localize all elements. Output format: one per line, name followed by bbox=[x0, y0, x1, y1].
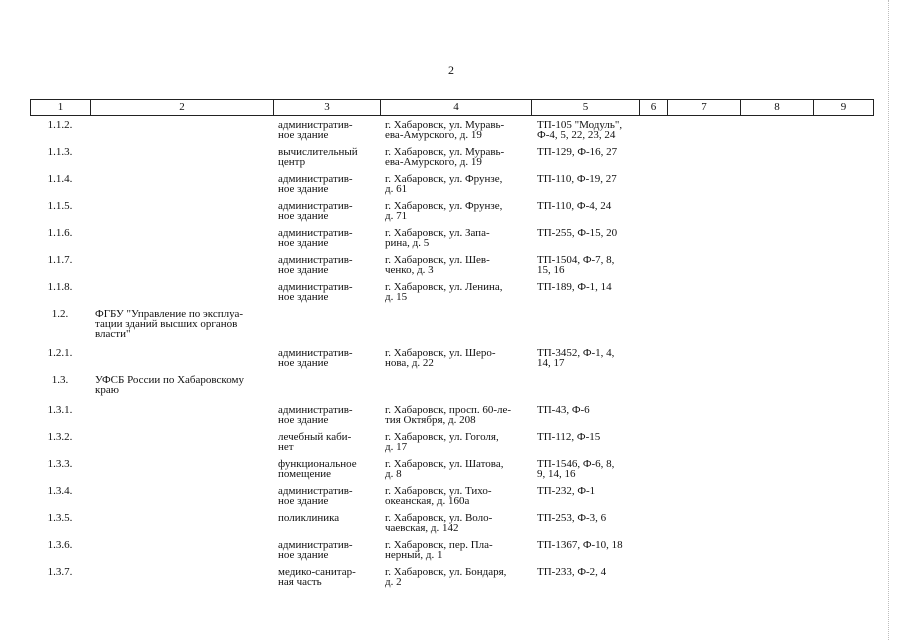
table-row bbox=[30, 405, 873, 432]
object-address-line: океанская, д. 160а bbox=[385, 495, 470, 507]
object-address bbox=[385, 405, 531, 425]
row-number-line: 1.2. bbox=[51, 308, 69, 320]
column-header-7: 7 bbox=[668, 100, 741, 116]
substation-feeders bbox=[537, 228, 642, 238]
substation-feeders bbox=[537, 567, 642, 577]
object-type-line: административ- bbox=[278, 404, 353, 416]
substation-feeders bbox=[537, 405, 642, 415]
object-type bbox=[278, 459, 378, 479]
object-address-line: г. Хабаровск, ул. Ленина, bbox=[385, 281, 503, 293]
page-number: 2 bbox=[448, 63, 454, 77]
column-header-9: 9 bbox=[814, 100, 874, 116]
substation-feeders-line: ТП-3452, Ф-1, 4, bbox=[537, 347, 615, 359]
row-number-line: 1.3.7. bbox=[47, 566, 73, 578]
object-type bbox=[278, 432, 378, 452]
row-number-line: 1.1.3. bbox=[47, 146, 73, 158]
object-address bbox=[385, 432, 531, 452]
object-address-line: г. Хабаровск, ул. Шев- bbox=[385, 254, 490, 266]
substation-feeders bbox=[537, 120, 642, 140]
object-address bbox=[385, 174, 531, 194]
table-row bbox=[30, 201, 873, 228]
substation-feeders bbox=[537, 348, 642, 368]
object-type-line: ное здание bbox=[278, 414, 329, 426]
object-address bbox=[385, 228, 531, 248]
row-number bbox=[30, 513, 90, 523]
substation-feeders bbox=[537, 459, 642, 479]
object-type-line: ное здание bbox=[278, 264, 329, 276]
row-number bbox=[30, 201, 90, 211]
object-address bbox=[385, 120, 531, 140]
object-type-line: административ- bbox=[278, 485, 353, 497]
table-row bbox=[30, 375, 873, 405]
table-row bbox=[30, 282, 873, 309]
row-number-line: 1.2.1. bbox=[47, 347, 73, 359]
substation-feeders-line: ТП-1504, Ф-7, 8, bbox=[537, 254, 615, 266]
object-type-line: административ- bbox=[278, 539, 353, 551]
object-address-line: г. Хабаровск, ул. Тихо- bbox=[385, 485, 492, 497]
substation-feeders-line: ТП-110, Ф-4, 24 bbox=[537, 200, 612, 212]
row-number bbox=[30, 228, 90, 238]
table-row bbox=[30, 174, 873, 201]
row-number-line: 1.3. bbox=[51, 374, 69, 386]
object-type bbox=[278, 567, 378, 587]
object-address-line: д. 61 bbox=[385, 183, 408, 195]
object-type bbox=[278, 513, 378, 523]
row-number bbox=[30, 459, 90, 469]
object-address-line: г. Хабаровск, пер. Пла- bbox=[385, 539, 493, 551]
row-number bbox=[30, 348, 90, 358]
object-type bbox=[278, 228, 378, 248]
object-address-line: рина, д. 5 bbox=[385, 237, 430, 249]
column-header-6: 6 bbox=[640, 100, 668, 116]
substation-feeders-line: ТП-255, Ф-15, 20 bbox=[537, 227, 618, 239]
object-address-line: д. 17 bbox=[385, 441, 408, 453]
substation-feeders-line: ТП-1546, Ф-6, 8, bbox=[537, 458, 615, 470]
column-header-4: 4 bbox=[381, 100, 532, 116]
object-type bbox=[278, 147, 378, 167]
substation-feeders-line: 9, 14, 16 bbox=[537, 468, 576, 480]
row-number bbox=[30, 540, 90, 550]
object-type-line: ное здание bbox=[278, 210, 329, 222]
column-header-2: 2 bbox=[91, 100, 274, 116]
substation-feeders bbox=[537, 255, 642, 275]
object-address-line: г. Хабаровск, ул. Фрунзе, bbox=[385, 200, 503, 212]
substation-feeders-line: ТП-43, Ф-6 bbox=[537, 404, 590, 416]
table-row bbox=[30, 513, 873, 540]
substation-feeders-line: ТП-189, Ф-1, 14 bbox=[537, 281, 612, 293]
row-number bbox=[30, 567, 90, 577]
row-number bbox=[30, 147, 90, 157]
row-number-line: 1.3.5. bbox=[47, 512, 73, 524]
substation-feeders bbox=[537, 282, 642, 292]
object-address bbox=[385, 348, 531, 368]
substation-feeders bbox=[537, 174, 642, 184]
object-type-line: поликлиника bbox=[278, 512, 340, 524]
object-type-line: административ- bbox=[278, 254, 353, 266]
row-number bbox=[30, 486, 90, 496]
object-type-line: центр bbox=[278, 156, 306, 168]
object-address-line: чаевская, д. 142 bbox=[385, 522, 459, 534]
object-type-line: ное здание bbox=[278, 183, 329, 195]
object-address-line: ева-Амурского, д. 19 bbox=[385, 129, 482, 141]
object-type-line: административ- bbox=[278, 347, 353, 359]
object-type-line: ная часть bbox=[278, 576, 322, 588]
table-row bbox=[30, 147, 873, 174]
object-type-line: административ- bbox=[278, 119, 353, 131]
substation-feeders bbox=[537, 201, 642, 211]
substation-feeders-line: ТП-110, Ф-19, 27 bbox=[537, 173, 617, 185]
object-type-line: ное здание bbox=[278, 237, 329, 249]
substation-feeders-line: ТП-232, Ф-1 bbox=[537, 485, 596, 497]
object-address bbox=[385, 513, 531, 533]
object-address bbox=[385, 201, 531, 221]
substation-feeders-line: 14, 17 bbox=[537, 357, 565, 369]
substation-feeders bbox=[537, 540, 642, 550]
table-row bbox=[30, 432, 873, 459]
page-edge-rule bbox=[888, 0, 889, 640]
object-type-line: административ- bbox=[278, 200, 353, 212]
object-address bbox=[385, 486, 531, 506]
row-number bbox=[30, 375, 90, 385]
table-row bbox=[30, 255, 873, 282]
object-type-line: лечебный каби- bbox=[278, 431, 352, 443]
organization-name bbox=[95, 309, 273, 339]
table-row bbox=[30, 348, 873, 375]
object-address-line: тия Октября, д. 208 bbox=[385, 414, 476, 426]
object-type bbox=[278, 120, 378, 140]
object-type bbox=[278, 201, 378, 221]
row-number bbox=[30, 432, 90, 442]
substation-feeders bbox=[537, 486, 642, 496]
row-number-line: 1.1.4. bbox=[47, 173, 73, 185]
organization-name-line: краю bbox=[95, 384, 119, 396]
row-number-line: 1.1.5. bbox=[47, 200, 73, 212]
row-number-line: 1.3.3. bbox=[47, 458, 73, 470]
object-address bbox=[385, 567, 531, 587]
object-address bbox=[385, 282, 531, 302]
object-address-line: г. Хабаровск, просп. 60-ле- bbox=[385, 404, 512, 416]
object-type bbox=[278, 255, 378, 275]
organization-name-line: тации зданий высших органов bbox=[95, 318, 238, 330]
row-number-line: 1.1.6. bbox=[47, 227, 73, 239]
object-type-line: нет bbox=[278, 441, 294, 453]
object-address-line: г. Хабаровск, ул. Гоголя, bbox=[385, 431, 499, 443]
row-number bbox=[30, 282, 90, 292]
object-address-line: г. Хабаровск, ул. Шатова, bbox=[385, 458, 504, 470]
object-address-line: д. 2 bbox=[385, 576, 402, 588]
substation-feeders-line: 15, 16 bbox=[537, 264, 565, 276]
table-row bbox=[30, 567, 873, 594]
object-type bbox=[278, 540, 378, 560]
substation-feeders-line: ТП-129, Ф-16, 27 bbox=[537, 146, 618, 158]
object-type-line: ное здание bbox=[278, 357, 329, 369]
object-address-line: ева-Амурского, д. 19 bbox=[385, 156, 482, 168]
object-address-line: г. Хабаровск, ул. Фрунзе, bbox=[385, 173, 503, 185]
column-header-5: 5 bbox=[532, 100, 640, 116]
row-number-line: 1.1.2. bbox=[47, 119, 73, 131]
object-address bbox=[385, 147, 531, 167]
substation-feeders-line: Ф-4, 5, 22, 23, 24 bbox=[537, 129, 616, 141]
object-address-line: нерный, д. 1 bbox=[385, 549, 443, 561]
object-type bbox=[278, 348, 378, 368]
row-number-line: 1.3.1. bbox=[47, 404, 73, 416]
object-address-line: г. Хабаровск, ул. Муравь- bbox=[385, 119, 505, 131]
table-row bbox=[30, 459, 873, 486]
row-number bbox=[30, 120, 90, 130]
organization-name-line: ФГБУ "Управление по эксплуа- bbox=[95, 308, 244, 320]
organization-name-line: УФСБ России по Хабаровскому bbox=[95, 374, 244, 386]
row-number-line: 1.3.2. bbox=[47, 431, 73, 443]
object-address-line: г. Хабаровск, ул. Воло- bbox=[385, 512, 493, 524]
column-number-header bbox=[30, 99, 874, 116]
column-header-1: 1 bbox=[31, 100, 91, 116]
substation-feeders bbox=[537, 513, 642, 523]
object-type-line: вычислительный bbox=[278, 146, 358, 158]
object-type-line: административ- bbox=[278, 227, 353, 239]
table-row bbox=[30, 486, 873, 513]
object-type-line: медико-санитар- bbox=[278, 566, 356, 578]
object-type-line: помещение bbox=[278, 468, 332, 480]
object-address-line: г. Хабаровск, ул. Муравь- bbox=[385, 146, 505, 158]
object-address-line: д. 8 bbox=[385, 468, 402, 480]
object-type bbox=[278, 174, 378, 194]
object-address-line: д. 15 bbox=[385, 291, 408, 303]
table-row bbox=[30, 120, 873, 147]
table-row bbox=[30, 309, 873, 348]
object-type bbox=[278, 405, 378, 425]
object-type-line: ное здание bbox=[278, 129, 329, 141]
row-number bbox=[30, 174, 90, 184]
row-number-line: 1.3.6. bbox=[47, 539, 73, 551]
substation-feeders-line: ТП-112, Ф-15 bbox=[537, 431, 601, 443]
substation-feeders-line: ТП-105 "Модуль", bbox=[537, 119, 623, 131]
object-type-line: ное здание bbox=[278, 291, 329, 303]
organization-name-line: власти" bbox=[95, 328, 131, 340]
row-number bbox=[30, 255, 90, 265]
object-type bbox=[278, 486, 378, 506]
object-address-line: г. Хабаровск, ул. Бондаря, bbox=[385, 566, 507, 578]
row-number bbox=[30, 309, 90, 319]
substation-feeders-line: ТП-1367, Ф-10, 18 bbox=[537, 539, 623, 551]
table-body bbox=[30, 120, 873, 594]
object-type-line: административ- bbox=[278, 173, 353, 185]
substation-feeders-line: ТП-253, Ф-3, 6 bbox=[537, 512, 607, 524]
substation-feeders-line: ТП-233, Ф-2, 4 bbox=[537, 566, 607, 578]
substation-feeders bbox=[537, 432, 642, 442]
object-type-line: ное здание bbox=[278, 549, 329, 561]
object-address-line: д. 71 bbox=[385, 210, 408, 222]
object-type-line: ное здание bbox=[278, 495, 329, 507]
row-number bbox=[30, 405, 90, 415]
column-header-8: 8 bbox=[741, 100, 814, 116]
object-address-line: нова, д. 22 bbox=[385, 357, 434, 369]
organization-name bbox=[95, 375, 273, 395]
row-number-line: 1.1.8. bbox=[47, 281, 73, 293]
object-address-line: г. Хабаровск, ул. Запа- bbox=[385, 227, 490, 239]
object-address-line: г. Хабаровск, ул. Шеро- bbox=[385, 347, 496, 359]
substation-feeders bbox=[537, 147, 642, 157]
object-type-line: административ- bbox=[278, 281, 353, 293]
table-row bbox=[30, 228, 873, 255]
object-address bbox=[385, 459, 531, 479]
object-address bbox=[385, 540, 531, 560]
object-type-line: функциональное bbox=[278, 458, 357, 470]
object-address bbox=[385, 255, 531, 275]
table-row bbox=[30, 540, 873, 567]
row-number-line: 1.3.4. bbox=[47, 485, 73, 497]
object-type bbox=[278, 282, 378, 302]
row-number-line: 1.1.7. bbox=[47, 254, 73, 266]
column-header-3: 3 bbox=[274, 100, 381, 116]
object-address-line: ченко, д. 3 bbox=[385, 264, 434, 276]
